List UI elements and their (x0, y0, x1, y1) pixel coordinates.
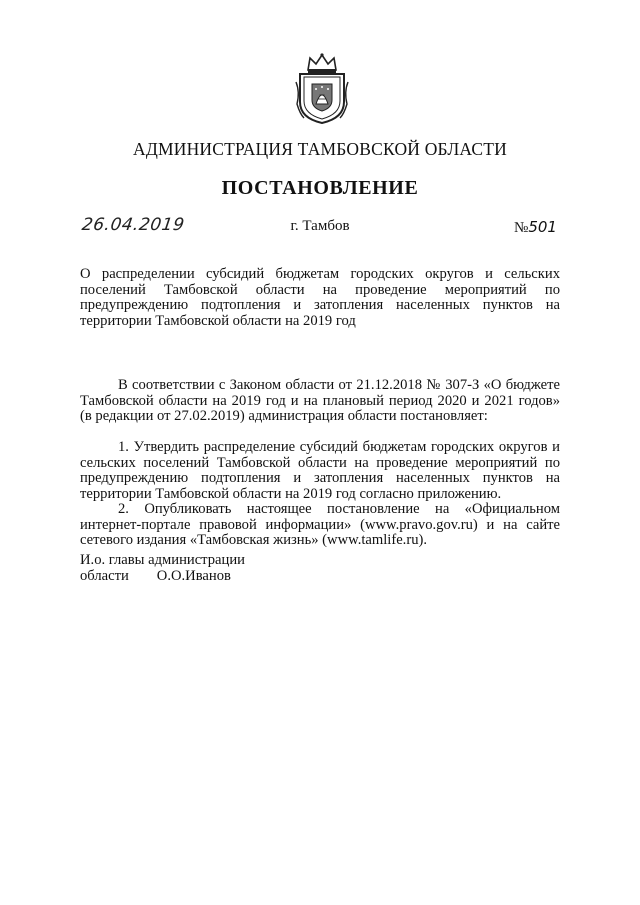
organization-name: АДМИНИСТРАЦИЯ ТАМБОВСКОЙ ОБЛАСТИ (133, 139, 507, 159)
item-1-line: сельских поселений Тамбовской области на проведение мероприятий по (80, 454, 560, 471)
preamble-line: В соответствии с Законом области от 21.12.2018 № 307-З «О бюджете (118, 377, 560, 393)
number-prefix: № (514, 220, 529, 236)
item-1-line: 1. Утвердить распределение субсидий бюджетам городских округов и (118, 439, 560, 455)
number-value: 501 (528, 218, 557, 236)
document-title (80, 267, 560, 329)
document-date: 26.04.2019 (80, 215, 186, 235)
document-city: г. Тамбов (290, 218, 350, 234)
title-line: территории Тамбовской области на 2019 год (80, 312, 356, 329)
preamble-line: Тамбовской области на 2019 год и на плановый период 2020 и 2021 годов» (80, 392, 560, 409)
signatory-region: области (80, 567, 129, 584)
item-1-line: территории Тамбовской области на 2019 год согласно приложению. (80, 485, 502, 502)
document-number (514, 218, 557, 237)
signatory-name: О.О.Иванов (156, 567, 231, 584)
title-line: предупреждению подтопления и затопления населенных пунктов на (80, 297, 560, 313)
signatory-position-line2 (80, 569, 245, 585)
document-type: ПОСТАНОВЛЕНИЕ (221, 177, 419, 199)
title-line: поселений Тамбовской области на проведение мероприятий по (80, 281, 560, 298)
item-1-paragraph (80, 440, 560, 502)
signature-block (80, 553, 245, 584)
item-1-line: предупреждению подтопления и затопления населенных пунктов на (80, 470, 560, 486)
item-2-line: интернет-портале правовой информации» (www.pravo.gov.ru) и на сайте (80, 516, 560, 533)
item-2-paragraph (80, 502, 560, 549)
preamble-line: (в редакции от 27.02.2019) администрация области постановляет: (80, 408, 488, 424)
item-2-line: сетевого издания «Тамбовская жизнь» (www.tamlife.ru). (80, 532, 427, 548)
signatory-position: И.о. главы администрации (80, 552, 245, 568)
item-2-line: 2. Опубликовать настоящее постановление на «Официальном (118, 501, 560, 517)
title-line: О распределении субсидий бюджетам городских округов и сельских (80, 266, 560, 282)
preamble-paragraph (80, 378, 560, 425)
coat-of-arms-icon (294, 52, 350, 124)
